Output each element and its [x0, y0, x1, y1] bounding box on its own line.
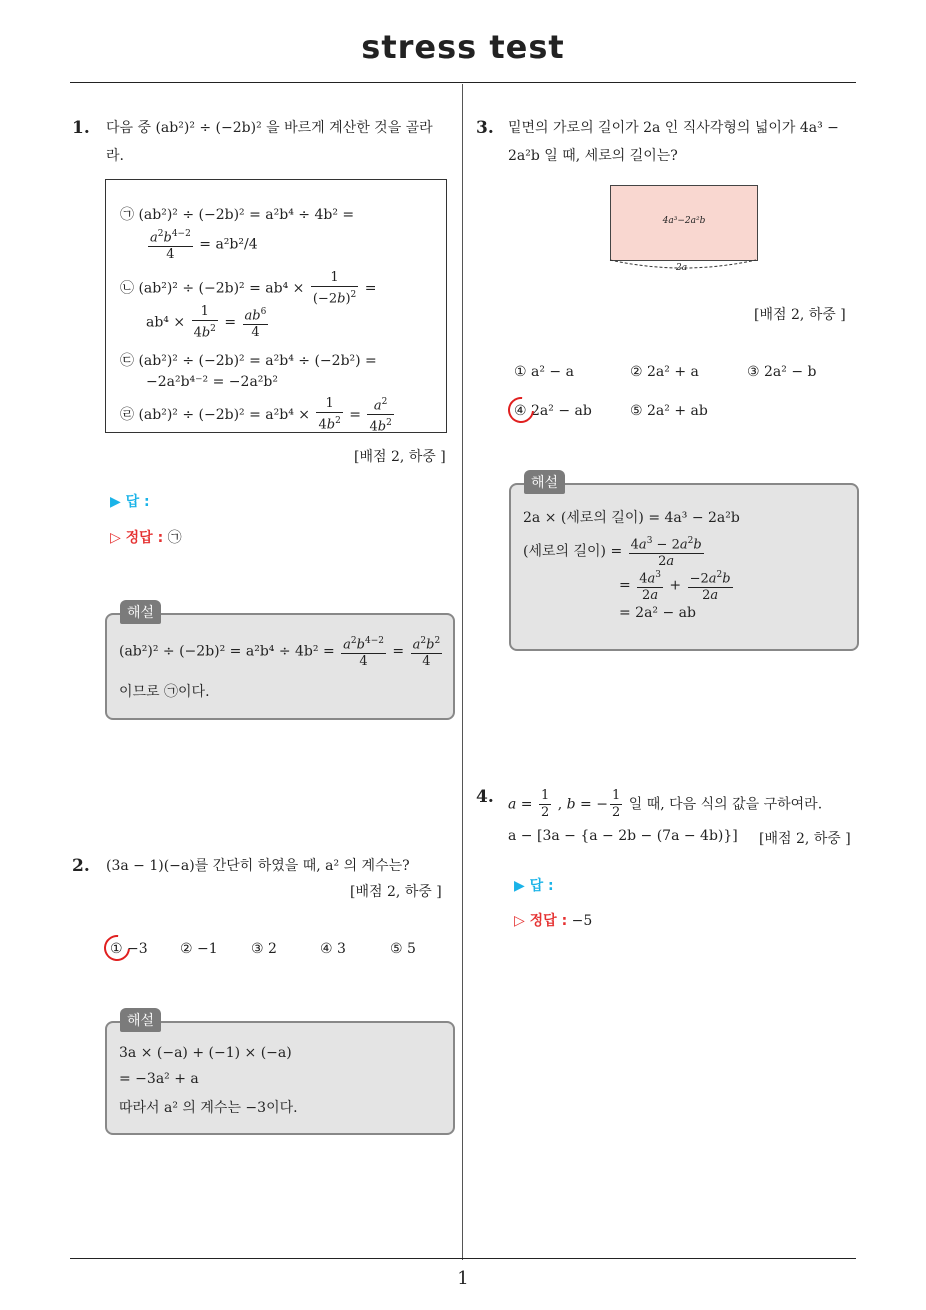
- q1-solution-line1: (ab²)² ÷ (−2b)² = a²b⁴ ÷ 4b² = $\frac{a^2b^{4-2}}{4}$ = $\frac{a^2b^2}{4}$: [119, 633, 444, 670]
- q2-solution-tag: 해설: [120, 1008, 161, 1032]
- q3-rect-area-label: 4a³−2a²b: [662, 216, 706, 226]
- q2-choice-4: ④ 3: [320, 941, 346, 957]
- page-title: stress test: [361, 28, 565, 66]
- q4-correct-answer: ▷ 정답 : −5: [514, 913, 593, 929]
- q1-option-3b: −2a²b⁴⁻² = −2a²b²: [146, 374, 278, 390]
- q2-text: (3a − 1)(−a)를 간단히 하였을 때, a² 의 계수는?: [106, 858, 410, 874]
- bottom-rule: [70, 1258, 856, 1259]
- q2-solution-line2: = −3a² + a: [119, 1071, 199, 1087]
- q3-text-line2: 2a²b 일 때, 세로의 길이는?: [508, 148, 678, 164]
- q3-solution-line2: (세로의 길이) = $\frac{4a^3 - 2a^2b}{2a}$: [523, 533, 706, 570]
- q3-choice-3: ③ 2a² − b: [747, 364, 817, 380]
- q3-choice-1: ① a² − a: [514, 364, 574, 380]
- q3-choice-2: ② 2a² + a: [630, 364, 699, 380]
- q4-score-tag: [배점 2, 하중 ]: [759, 831, 851, 847]
- q1-option-3a: ㉢ (ab²)² ÷ (−2b)² = a²b⁴ ÷ (−2b²) =: [120, 353, 377, 369]
- q4-number: 4.: [476, 787, 494, 807]
- q2-answer-circle-mark: [99, 930, 136, 967]
- q1-options-box: [105, 179, 447, 433]
- q3-text-line1: 밑면의 가로의 길이가 2a 인 직사각형의 넓이가 4a³ −: [508, 120, 839, 136]
- q2-solution-box: [105, 1021, 455, 1135]
- q1-solution-box: [105, 613, 455, 720]
- q3-solution-line1: 2a × (세로의 길이) = 4a³ − 2a²b: [523, 510, 740, 526]
- q2-score-tag: [배점 2, 하중 ]: [350, 884, 442, 900]
- q1-solution-tag: 해설: [120, 600, 161, 624]
- q3-choice-5: ⑤ 2a² + ab: [630, 403, 708, 419]
- q1-text-line2: 라.: [106, 148, 124, 164]
- q4-answer-label: ▶ 답 :: [514, 878, 554, 894]
- q2-solution-line1: 3a × (−a) + (−1) × (−a): [119, 1045, 292, 1061]
- q2-choice-2: ② −1: [180, 941, 218, 957]
- q2-choice-1: ① −3: [110, 941, 148, 957]
- q3-width-label: 2a: [676, 263, 688, 273]
- q1-option-2a: ㉡ (ab²)² ÷ (−2b)² = ab⁴ × $\frac{1}{(-2b)^2}$ =: [120, 270, 377, 307]
- column-divider: [462, 84, 463, 1260]
- q3-number: 3.: [476, 118, 494, 138]
- q4-text: a = $\frac{1}{2}$ , b = − $\frac{1}{2}$ 일 때, 다음 식의 값을 구하여라.: [508, 788, 823, 820]
- q2-choice-3: ③ 2: [251, 941, 277, 957]
- q1-correct-answer: ▷ 정답 : ㉠: [110, 530, 182, 546]
- q3-score-tag: [배점 2, 하중 ]: [754, 307, 846, 323]
- q1-solution-line2: 이므로 ㉠이다.: [119, 684, 210, 700]
- q1-text-line1: 다음 중 (ab²)² ÷ (−2b)² 을 바르게 계산한 것을 골라: [106, 120, 433, 136]
- q3-solution-box: [509, 483, 859, 651]
- top-rule: [70, 82, 856, 83]
- q2-choice-5: ⑤ 5: [390, 941, 416, 957]
- q1-answer-label: ▶ 답 :: [110, 494, 150, 510]
- page-number: 1: [457, 1268, 469, 1289]
- q2-solution-line3: 따라서 a² 의 계수는 −3이다.: [119, 1100, 298, 1116]
- q4-expression: a − [3a − {a − 2b − (7a − 4b)}]: [508, 828, 738, 844]
- q1-option-1a: ㉠ (ab²)² ÷ (−2b)² = a²b⁴ ÷ 4b² =: [120, 207, 355, 223]
- q1-score-tag: [배점 2, 하중 ]: [354, 449, 446, 465]
- q1-option-2b: ab⁴ × $\frac{1}{4b^2}$ = $\frac{ab^6}{4}$: [146, 304, 267, 341]
- q3-solution-line4: = 2a² − ab: [619, 605, 696, 621]
- q3-solution-line3: = $\frac{4a^3}{2a}$ + $\frac{-2a^2b}{2a}$: [619, 567, 735, 604]
- q1-number: 1.: [72, 118, 90, 138]
- q1-option-1b: $\frac{a^2b^{4-2}}{4}$ = a²b²/4: [146, 226, 258, 263]
- q3-choice-4: ④ 2a² − ab: [514, 403, 592, 419]
- q1-option-4a: ㉣ (ab²)² ÷ (−2b)² = a²b⁴ × $\frac{1}{4b^2}$ = $\frac{a^2}{4b^2}$: [120, 394, 396, 436]
- q3-rectangle-figure: [610, 185, 758, 261]
- q3-answer-circle-mark: [503, 392, 540, 429]
- q2-number: 2.: [72, 856, 90, 876]
- q3-solution-tag: 해설: [524, 470, 565, 494]
